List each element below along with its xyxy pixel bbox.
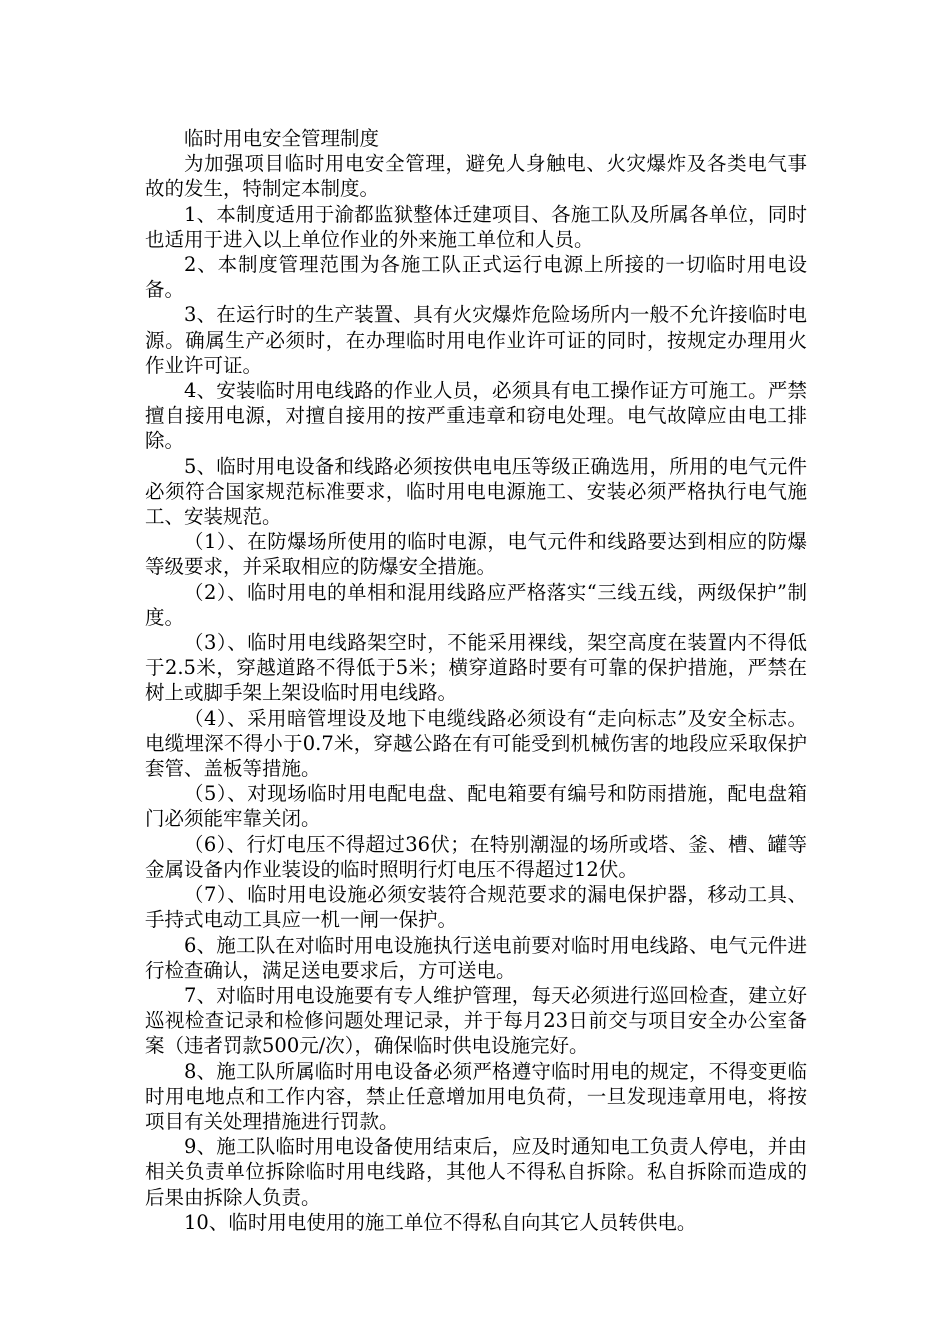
- paragraph-4-installers: 4、安装临时用电线路的作业人员，必须具有电工操作证方可施工。严禁擅自接用电源，对擅自接用的按严重违章和窃电处理。电气故障应由电工排除。: [145, 379, 807, 453]
- document-title: 临时用电安全管理制度: [184, 127, 380, 150]
- paragraph-5-6-lamp-voltage: （6）、行灯电压不得超过36伏；在特别潮湿的场所或塔、釜、槽、罐等金属设备内作业装设的临时照明行灯电压不得超过12伏。: [145, 832, 807, 881]
- paragraph-2-range: 2、本制度管理范围为各施工队正式运行电源上所接的一切临时用电设备。: [145, 253, 807, 302]
- paragraph-6-inspection: 6、施工队在对临时用电设施执行送电前要对临时用电线路、电气元件进行检查确认，满足送电要求后，方可送电。: [145, 933, 807, 982]
- document-body: [145, 126, 807, 1235]
- paragraph-5-5-distribution-boxes: （5）、对现场临时用电配电盘、配电箱要有编号和防雨措施，配电盘箱门必须能牢靠关闭。: [145, 782, 807, 831]
- paragraph-intro: 为加强项目临时用电安全管理，避免人身触电、火灾爆炸及各类电气事故的发生，特制定本制度。: [145, 152, 807, 201]
- paragraph-5-1-explosion-proof: （1）、在防爆场所使用的临时电源，电气元件和线路要达到相应的防爆等级要求，并采取相应的防爆安全措施。: [145, 530, 807, 579]
- paragraph-5-4-underground-cables: （4）、采用暗管埋设及地下电缆线路必须设有“走向标志”及安全标志。电缆埋深不得小于0.7米，穿越公路在有可能受到机械伤害的地段应采取保护套管、盖板等措施。: [145, 706, 807, 781]
- paragraph-10-resupply: 10、临时用电使用的施工单位不得私自向其它人员转供电。: [184, 1210, 697, 1234]
- paragraph-7-maintenance: 7、对临时用电设施要有专人维护管理，每天必须进行巡回检查，建立好巡视检查记录和检修问题处理记录，并于每月23日前交与项目安全办公室备案（违者罚款500元/次），确保临时供电设施完好。: [145, 983, 807, 1058]
- paragraph-9-removal: 9、施工队临时用电设备使用结束后，应及时通知电工负责人停电，并由相关负责单位拆除临时用电线路，其他人不得私自拆除。私自拆除而造成的后果由拆除人负责。: [145, 1135, 807, 1209]
- paragraph-5-7-leakage-protection: （7）、临时用电设施必须安装符合规范要求的漏电保护器，移动工具、手持式电动工具应一机一闸一保护。: [145, 883, 807, 932]
- paragraph-5-3-overhead-lines: （3）、临时用电线路架空时，不能采用裸线，架空高度在装置内不得低于2.5米，穿越道路不得低于5米；横穿道路时要有可靠的保护措施，严禁在树上或脚手架上架设临时用电线路。: [145, 631, 807, 705]
- paragraph-5-2-wiring: （2）、临时用电的单相和混用线路应严格落实“三线五线，两级保护”制度。: [145, 580, 807, 629]
- paragraph-1-scope: 1、本制度适用于渝都监狱整体迁建项目、各施工队及所属各单位，同时也适用于进入以上单位作业的外来施工单位和人员。: [145, 202, 807, 251]
- paragraph-3-hazard-areas: 3、在运行时的生产装置、具有火灾爆炸危险场所内一般不允许接临时电源。确属生产必须时，在办理临时用电作业许可证的同时，按规定办理用火作业许可证。: [145, 303, 807, 377]
- paragraph-5-equipment: 5、临时用电设备和线路必须按供电电压等级正确选用，所用的电气元件必须符合国家规范标准要求，临时用电电源施工、安装必须严格执行电气施工、安装规范。: [145, 454, 807, 529]
- paragraph-8-compliance: 8、施工队所属临时用电设备必须严格遵守临时用电的规定，不得变更临时用电地点和工作内容，禁止任意增加用电负荷，一旦发现违章用电，将按项目有关处理措施进行罚款。: [145, 1059, 807, 1133]
